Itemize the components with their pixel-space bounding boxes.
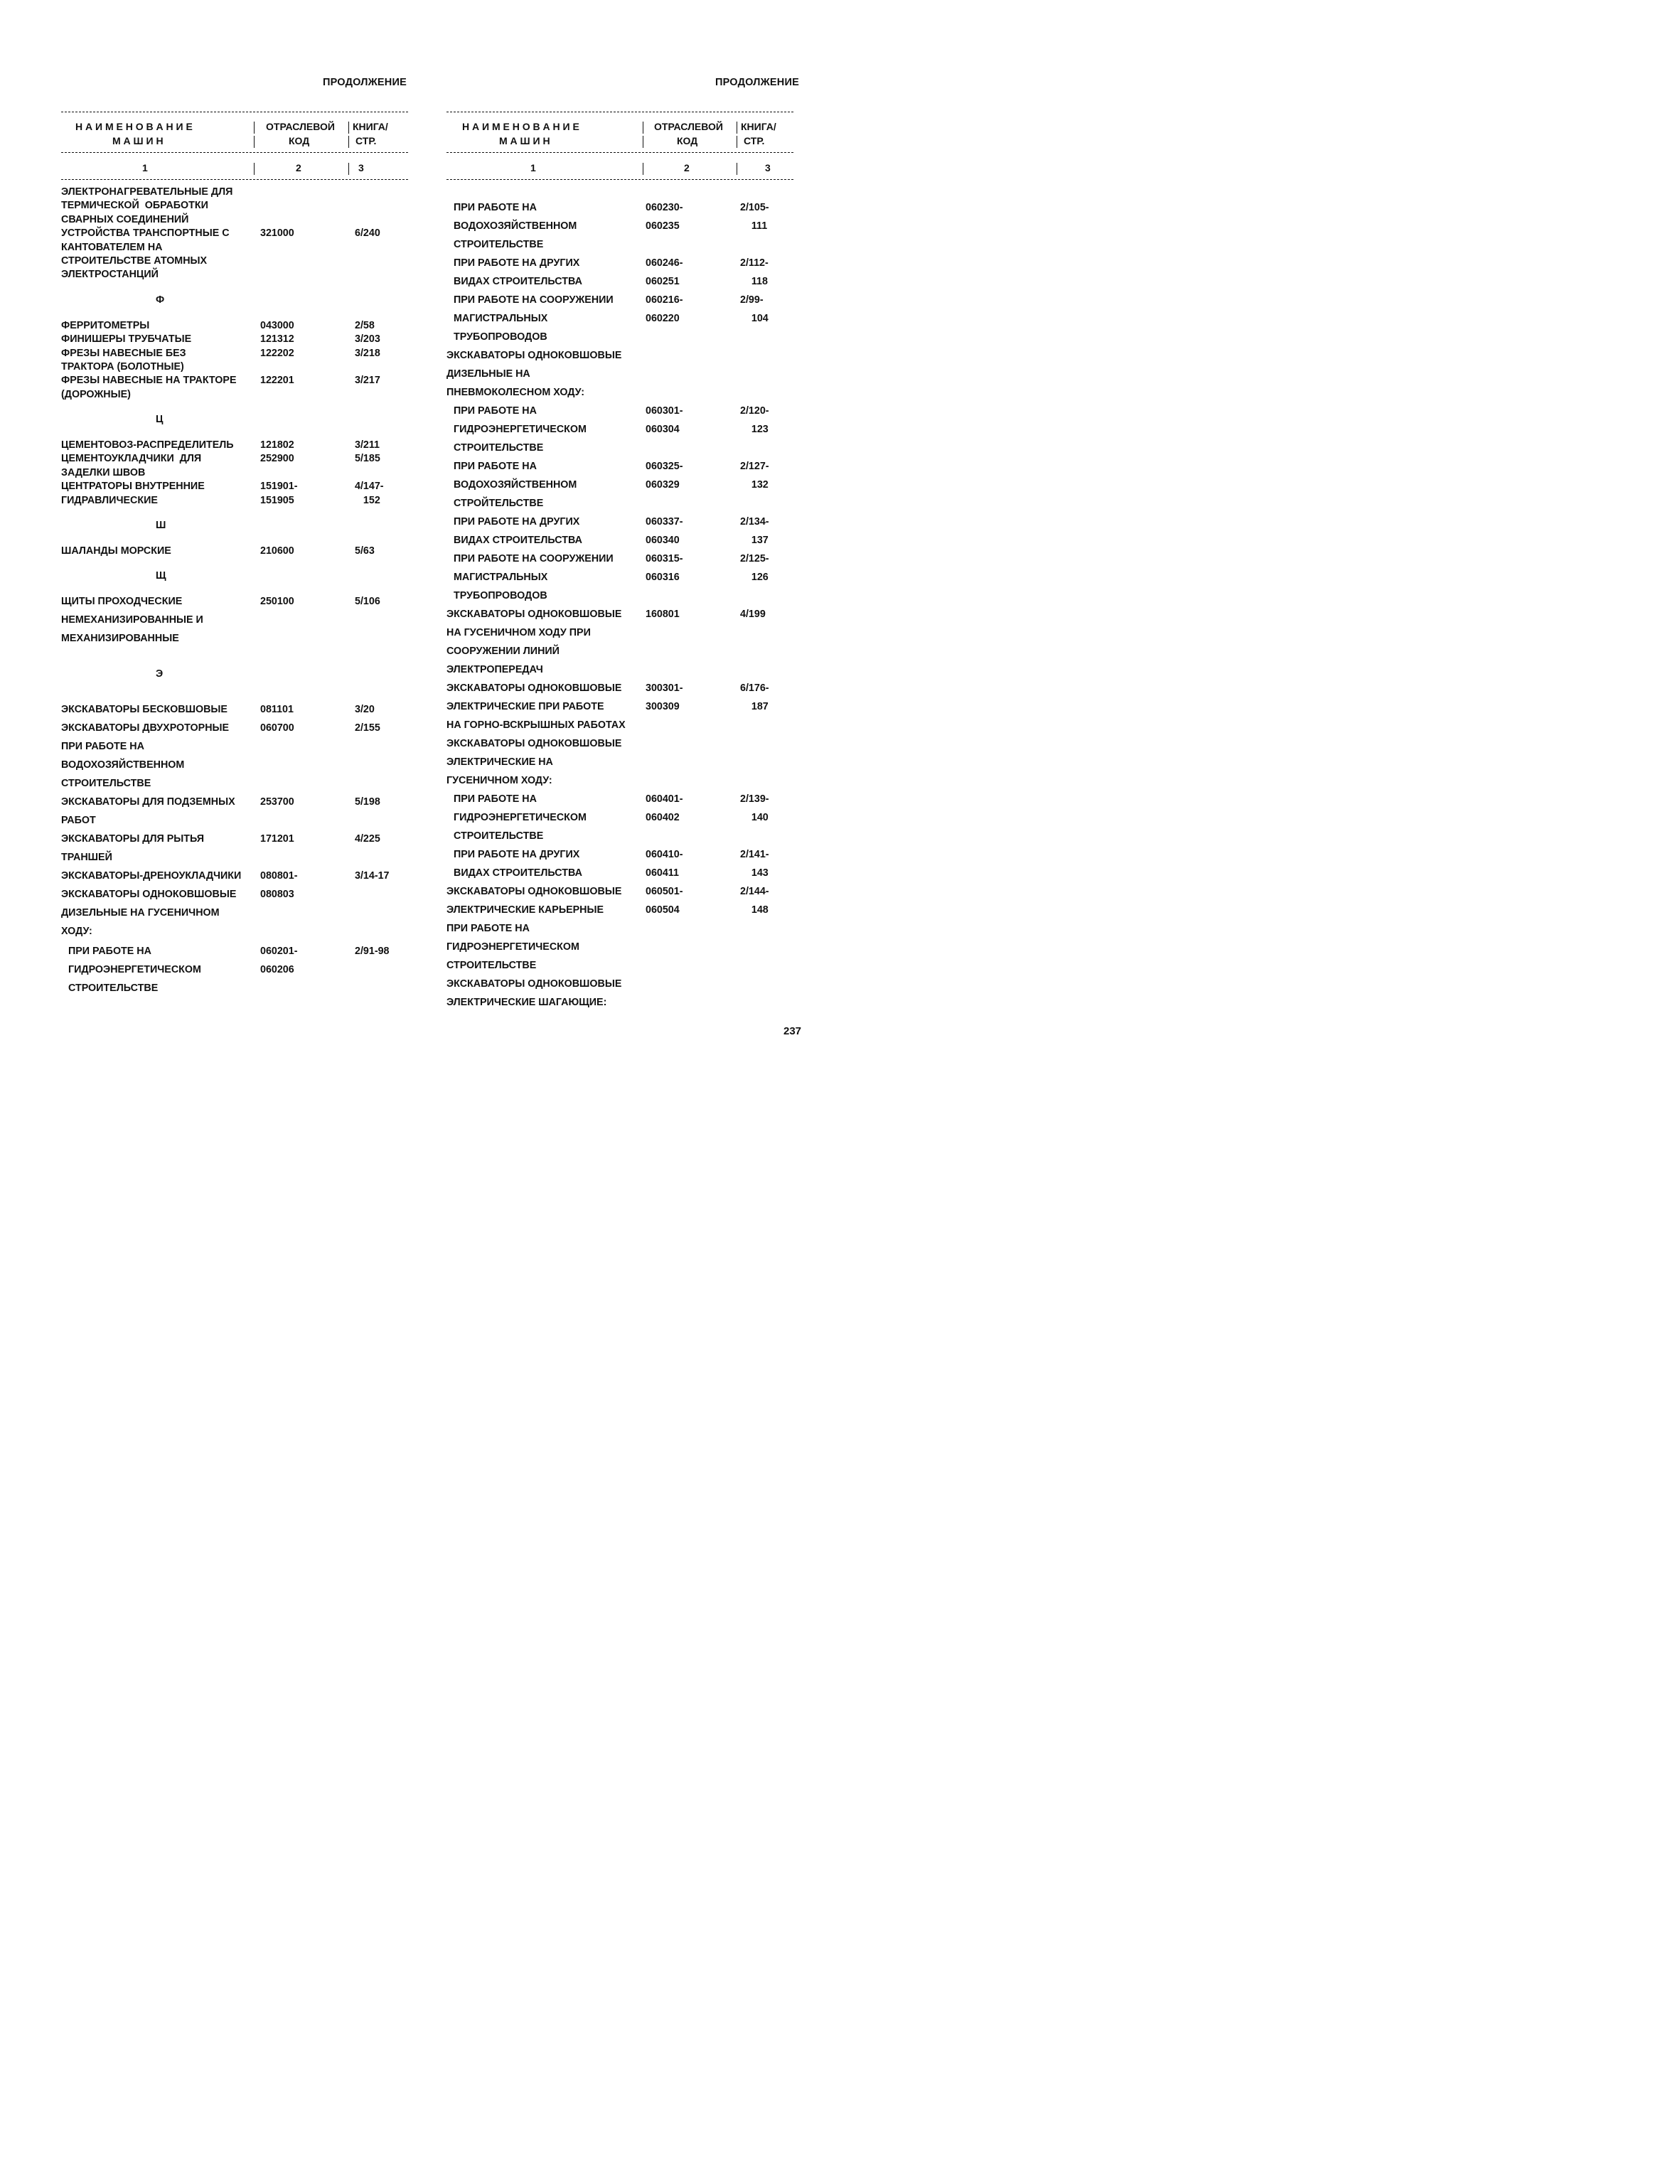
industry-code: 060340: [646, 535, 680, 546]
industry-code: 210600: [260, 545, 294, 557]
table-row: [446, 572, 802, 590]
table-row: [61, 633, 417, 651]
table-row: [446, 516, 802, 535]
machine-name: ШАЛАНДЫ МОРСКИЕ: [61, 545, 171, 557]
book-page: 4/199: [740, 609, 766, 620]
book-page: 3/14-17: [355, 870, 390, 882]
industry-code: 060410-: [646, 849, 683, 860]
header-code-line2: КОД: [289, 135, 310, 146]
table-row: [61, 453, 417, 466]
table-row: [446, 368, 802, 387]
table-row: [446, 609, 802, 627]
column-separator: [254, 163, 255, 175]
book-page: 3/20: [355, 704, 375, 716]
spacer: [446, 186, 802, 202]
machine-name: ТРУБОПРОВОДОВ: [454, 331, 547, 343]
column-number-1: 1: [142, 162, 148, 173]
machine-name: ЗАДЕЛКИ ШВОВ: [61, 466, 146, 478]
industry-code: 060201-: [260, 946, 298, 958]
column-number-2: 2: [296, 162, 301, 173]
machine-name: СТРОИТЕЛЬСТВЕ: [454, 239, 544, 250]
book-page: 2/144-: [740, 886, 769, 897]
machine-name: ВИДАХ СТРОИТЕЛЬСТВА: [454, 276, 582, 287]
table-rule: [61, 179, 408, 180]
machine-name: ФРЕЗЫ НАВЕСНЫЕ БЕЗ: [61, 347, 186, 359]
table-row: [61, 980, 417, 998]
table-row: [446, 867, 802, 886]
header-name-line2: М А Ш И Н: [499, 135, 550, 146]
book-page: 5/106: [355, 596, 380, 608]
header-name-line1: Н А И М Е Н О В А Н И Е: [462, 121, 579, 132]
header-code-line1: ОТРАСЛЕВОЙ: [654, 121, 723, 132]
machine-name: ТРАНШЕЙ: [61, 852, 112, 864]
right-table-body: [446, 186, 802, 1015]
book-page: 148: [740, 904, 769, 916]
machine-name: МАГИСТРАЛЬНЫХ: [454, 572, 548, 583]
table-row: [446, 535, 802, 553]
table-row: [61, 495, 417, 508]
left-column: [61, 0, 431, 1066]
machine-name: СТРОИТЕЛЬСТВЕ: [68, 983, 159, 995]
machine-name: (ДОРОЖНЫЕ): [61, 388, 131, 400]
column-separator: [254, 122, 255, 134]
book-page: 137: [740, 535, 769, 546]
machine-name: ФЕРРИТОМЕТРЫ: [61, 319, 150, 331]
industry-code: 060220: [646, 313, 680, 324]
table-row: [61, 467, 417, 481]
table-row: [446, 239, 802, 257]
machine-name: ТРУБОПРОВОДОВ: [454, 590, 547, 601]
industry-code: 160801: [646, 609, 680, 620]
table-row: [446, 960, 802, 978]
table-row: [61, 242, 417, 255]
table-row: [446, 276, 802, 294]
machine-name: ВИДАХ СТРОИТЕЛЬСТВА: [454, 535, 582, 546]
table-row: [61, 214, 417, 228]
machine-name: ГИДРОЭНЕРГЕТИЧЕСКОМ: [68, 964, 201, 976]
table-row: [446, 756, 802, 775]
section-letter: Ц: [156, 414, 164, 426]
book-page: 2/99-: [740, 294, 764, 306]
table-row: [446, 387, 802, 405]
section-letter: Э: [156, 668, 164, 680]
machine-name: ДИЗЕЛЬНЫЕ НА: [446, 368, 530, 380]
machine-name: ПРИ РАБОТЕ НА: [446, 923, 530, 934]
table-row: [61, 741, 417, 759]
table-row: [61, 870, 417, 889]
industry-code: 081101: [260, 704, 294, 716]
book-page: 5/63: [355, 545, 375, 557]
machine-name: МЕХАНИЗИРОВАННЫЕ: [61, 633, 179, 645]
column-separator: [348, 163, 349, 175]
machine-name: ЩИТЫ ПРОХОДЧЕСКИЕ: [61, 596, 183, 608]
machine-name: ЭКСКАВАТОРЫ ОДНОКОВШОВЫЕ: [61, 889, 237, 901]
machine-name: ЭКСКАВАТОРЫ ОДНОКОВШОВЫЕ: [446, 682, 622, 694]
machine-name: СТРОИТЕЛЬСТВЕ: [61, 778, 151, 790]
book-page: 3/218: [355, 347, 380, 359]
table-row: [61, 596, 417, 614]
book-page: 3/203: [355, 333, 380, 346]
book-page: 2/120-: [740, 405, 769, 417]
machine-name: ФИНИШЕРЫ ТРУБЧАТЫЕ: [61, 333, 192, 346]
industry-code: 043000: [260, 319, 294, 331]
machine-name: НА ГУСЕНИЧНОМ ХОДУ ПРИ: [446, 627, 591, 638]
industry-code: 122202: [260, 347, 294, 359]
machine-name: ЦЕМЕНТОВОЗ-РАСПРЕДЕЛИТЕЛЬ: [61, 439, 234, 451]
machine-name: ФРЕЗЫ НАВЕСНЫЕ НА ТРАКТОРЕ: [61, 375, 237, 387]
book-page: 187: [740, 701, 769, 712]
machine-name: СТРОИТЕЛЬСТВЕ: [446, 960, 537, 971]
industry-code: 060316: [646, 572, 680, 583]
machine-name: ВОДОХОЗЯЙСТВЕННОМ: [454, 220, 577, 232]
industry-code: 080801-: [260, 870, 298, 882]
header-book-line1: КНИГА/: [353, 121, 388, 132]
header-book-line2: СТР.: [355, 135, 377, 146]
book-page: 2/139-: [740, 793, 769, 805]
book-page: 152: [355, 494, 380, 506]
machine-name: ПРИ РАБОТЕ НА СООРУЖЕНИИ: [454, 553, 614, 564]
book-page: 4/147-: [355, 481, 384, 493]
table-row: [446, 664, 802, 682]
spacer: [61, 402, 417, 414]
machine-name: ПРИ РАБОТЕ НА: [454, 405, 537, 417]
book-page: 2/155: [355, 722, 380, 734]
machine-name: ЭКСКАВАТОРЫ ОДНОКОВШОВЫЕ: [446, 609, 622, 620]
industry-code: 151905: [260, 494, 294, 506]
machine-name: ПРИ РАБОТЕ НА: [454, 461, 537, 472]
table-row: [446, 442, 802, 461]
table-row: [446, 313, 802, 331]
table-row: [61, 704, 417, 722]
table-row: [446, 627, 802, 646]
header-name-line2: М А Ш И Н: [112, 135, 164, 146]
book-page: 2/58: [355, 319, 375, 331]
book-page: 2/134-: [740, 516, 769, 528]
book-page: 2/112-: [740, 257, 769, 269]
book-page: 6/240: [355, 228, 380, 240]
machine-name: ПРИ РАБОТЕ НА СООРУЖЕНИИ: [454, 294, 614, 306]
machine-name: ЭЛЕКТРИЧЕСКИЕ ШАГАЮЩИЕ:: [446, 997, 607, 1008]
industry-code: 060504: [646, 904, 680, 916]
table-row: [446, 424, 802, 442]
book-page: 6/176-: [740, 682, 769, 694]
table-rule: [61, 152, 408, 153]
book-page: 2/125-: [740, 553, 769, 564]
table-row: [446, 793, 802, 812]
table-row: [61, 943, 417, 961]
industry-code: 080803: [260, 889, 294, 901]
book-page: 132: [740, 479, 769, 491]
industry-code: 151901-: [260, 481, 298, 493]
column-number-3: 3: [358, 162, 364, 173]
industry-code: 060401-: [646, 793, 683, 805]
table-row: [61, 815, 417, 833]
machine-name: ЭЛЕКТРИЧЕСКИЕ ПРИ РАБОТЕ: [446, 701, 604, 712]
right-column: [446, 0, 816, 1066]
table-row: [446, 682, 802, 701]
machine-name: ЭКСКАВАТОРЫ ДЛЯ РЫТЬЯ: [61, 833, 205, 845]
machine-name: ПРИ РАБОТЕ НА ДРУГИХ: [454, 516, 580, 528]
industry-code: 252900: [260, 453, 294, 465]
table-row: [446, 719, 802, 738]
column-separator: [348, 136, 349, 148]
table-row: [446, 904, 802, 923]
table-row: [61, 907, 417, 926]
machine-name: ГУСЕНИЧНОМ ХОДУ:: [446, 775, 552, 786]
table-row: [446, 738, 802, 756]
industry-code: 060501-: [646, 886, 683, 897]
machine-name: ДИЗЕЛЬНЫЕ НА ГУСЕНИЧНОМ: [61, 907, 220, 919]
industry-code: 060206: [260, 964, 294, 976]
table-row: [446, 331, 802, 350]
table-row: [446, 479, 802, 498]
book-page: 2/105-: [740, 202, 769, 213]
column-number-2: 2: [684, 162, 690, 173]
section-letter: Ф: [156, 294, 165, 306]
machine-name: ПРИ РАБОТЕ НА ДРУГИХ: [454, 849, 580, 860]
book-page: 104: [740, 313, 769, 324]
machine-name: СООРУЖЕНИИ ЛИНИЙ: [446, 646, 560, 657]
book-page: 2/91-98: [355, 946, 390, 958]
table-row: [446, 294, 802, 313]
machine-name: НА ГОРНО-ВСКРЫШНЫХ РАБОТАХ: [446, 719, 626, 731]
table-row: [61, 796, 417, 815]
book-page: 143: [740, 867, 769, 879]
book-page: 118: [740, 276, 768, 287]
table-rule: [446, 179, 793, 180]
spacer: [61, 508, 417, 520]
table-row: [446, 923, 802, 941]
table-row: [61, 545, 417, 559]
section-letter: Ш: [156, 520, 166, 532]
industry-code: 060235: [646, 220, 680, 232]
table-row: [61, 833, 417, 852]
table-row: [446, 220, 802, 239]
table-row: [61, 481, 417, 494]
column-separator: [348, 122, 349, 134]
machine-name: ВОДОХОЗЯЙСТВЕННОМ: [454, 479, 577, 491]
machine-name: СВАРНЫХ СОЕДИНЕНИЙ: [61, 213, 189, 225]
industry-code: 250100: [260, 596, 294, 608]
machine-name: ПРИ РАБОТЕ НА: [61, 741, 144, 753]
table-row: [61, 333, 417, 347]
industry-code: 060325-: [646, 461, 683, 472]
left-table-body: [61, 186, 417, 998]
machine-name: ЭЛЕКТРОНАГРЕВАТЕЛЬНЫЕ ДЛЯ: [61, 186, 233, 198]
machine-name: ПНЕВМОКОЛЕСНОМ ХОДУ:: [446, 387, 584, 398]
machine-name: ЭКСКАВАТОРЫ БЕСКОВШОВЫЕ: [61, 704, 228, 716]
machine-name: ТРАКТОРА (БОЛОТНЫЕ): [61, 360, 184, 373]
book-page: 3/217: [355, 375, 380, 387]
industry-code: 060301-: [646, 405, 683, 417]
table-row: [61, 722, 417, 741]
industry-code: 060411: [646, 867, 679, 879]
industry-code: 060315-: [646, 553, 683, 564]
industry-code: 171201: [260, 833, 294, 845]
table-row: [446, 498, 802, 516]
machine-name: ЭЛЕКТРОПЕРЕДАЧ: [446, 664, 543, 675]
machine-name: ТЕРМИЧЕСКОЙ ОБРАБОТКИ: [61, 200, 208, 212]
book-page: 111: [740, 220, 768, 232]
spacer: [61, 651, 417, 668]
industry-code: 121312: [260, 333, 294, 346]
machine-name: ЭКСКАВАТОРЫ ОДНОКОВШОВЫЕ: [446, 978, 622, 990]
industry-code: 060230-: [646, 202, 683, 213]
industry-code: 253700: [260, 796, 294, 808]
table-row: [61, 361, 417, 375]
machine-name: КАНТОВАТЕЛЕМ НА: [61, 241, 163, 253]
machine-name: СТРОЙТЕЛЬСТВЕ: [454, 498, 544, 509]
header-code-line2: КОД: [677, 135, 698, 146]
table-row: [61, 228, 417, 241]
industry-code: 321000: [260, 228, 294, 240]
table-row: [446, 350, 802, 368]
spacer: [61, 534, 417, 545]
table-row: [446, 775, 802, 793]
industry-code: 300309: [646, 701, 680, 712]
spacer: [61, 283, 417, 294]
machine-name: ГИДРОЭНЕРГЕТИЧЕСКОМ: [454, 424, 587, 435]
industry-code: 060402: [646, 812, 680, 823]
book-page: 2/141-: [740, 849, 769, 860]
continuation-label: ПРОДОЛЖЕНИЕ: [715, 77, 799, 88]
table-row: [446, 590, 802, 609]
table-row: [61, 255, 417, 269]
table-row: [446, 978, 802, 997]
table-row: [446, 646, 802, 664]
machine-name: ЦЕНТРАТОРЫ ВНУТРЕННИЕ: [61, 481, 205, 493]
industry-code: 300301-: [646, 682, 683, 694]
spacer: [61, 584, 417, 596]
industry-code: 060251: [646, 276, 680, 287]
machine-name: РАБОТ: [61, 815, 96, 827]
book-page: 3/211: [355, 439, 380, 451]
spacer: [61, 428, 417, 439]
machine-name: НЕМЕХАНИЗИРОВАННЫЕ И: [61, 614, 203, 626]
table-row: [446, 202, 802, 220]
table-rule: [446, 152, 793, 153]
machine-name: СТРОИТЕЛЬСТВЕ АТОМНЫХ: [61, 255, 208, 267]
table-row: [61, 200, 417, 213]
header-name-line1: Н А И М Е Н О В А Н И Е: [75, 121, 193, 132]
table-row: [61, 778, 417, 796]
column-separator: [254, 136, 255, 148]
table-row: [446, 941, 802, 960]
machine-name: ЭЛЕКТРОСТАНЦИЙ: [61, 269, 159, 281]
book-page: 2/127-: [740, 461, 769, 472]
book-page: 123: [740, 424, 769, 435]
industry-code: 060216-: [646, 294, 683, 306]
machine-name: ПРИ РАБОТЕ НА: [454, 202, 537, 213]
machine-name: СТРОИТЕЛЬСТВЕ: [454, 442, 544, 454]
table-row: [446, 812, 802, 830]
table-row: [446, 830, 802, 849]
book-page: 126: [740, 572, 769, 583]
header-book-line2: СТР.: [744, 135, 765, 146]
machine-name: ЭКСКАВАТОРЫ ОДНОКОВШОВЫЕ: [446, 886, 622, 897]
table-row: [61, 375, 417, 388]
industry-code: 121802: [260, 439, 294, 451]
machine-name: ЭКСКАВАТОРЫ ДВУХРОТОРНЫЕ: [61, 722, 230, 734]
table-row: [61, 348, 417, 361]
machine-name: ЭКСКАВАТОРЫ ОДНОКОВШОВЫЕ: [446, 350, 622, 361]
table-row: [446, 886, 802, 904]
table-row: [61, 926, 417, 943]
table-row: [61, 320, 417, 333]
column-number-3: 3: [765, 162, 771, 173]
machine-name: ПРИ РАБОТЕ НА: [454, 793, 537, 805]
machine-name: ГИДРАВЛИЧЕСКИЕ: [61, 494, 158, 506]
machine-name: ЭКСКАВАТОРЫ ОДНОКОВШОВЫЕ: [446, 738, 622, 749]
machine-name: ЭКСКАВАТОРЫ ДЛЯ ПОДЗЕМНЫХ: [61, 796, 235, 808]
machine-name: ГИДРОЭНЕРГЕТИЧЕСКОМ: [446, 941, 579, 953]
table-row: [446, 701, 802, 719]
table-row: [61, 852, 417, 870]
table-row: [61, 389, 417, 402]
industry-code: 122201: [260, 375, 294, 387]
book-page: 4/225: [355, 833, 380, 845]
table-row: [446, 405, 802, 424]
spacer: [61, 309, 417, 320]
section-letter: Щ: [156, 570, 166, 582]
spacer: [61, 682, 417, 704]
table-row: [446, 997, 802, 1015]
table-row: [446, 849, 802, 867]
table-row: [446, 257, 802, 276]
industry-code: 060337-: [646, 516, 683, 528]
header-code-line1: ОТРАСЛЕВОЙ: [266, 121, 335, 132]
table-row: [61, 889, 417, 907]
machine-name: ПРИ РАБОТЕ НА: [68, 946, 151, 958]
machine-name: ВОДОХОЗЯЙСТВЕННОМ: [61, 759, 185, 771]
table-row: [61, 961, 417, 980]
spacer: [61, 559, 417, 570]
table-row: [446, 553, 802, 572]
table-row: [61, 269, 417, 282]
book-page: 5/198: [355, 796, 380, 808]
machine-name: ЭЛЕКТРИЧЕСКИЕ НА: [446, 756, 553, 768]
machine-name: СТРОИТЕЛЬСТВЕ: [454, 830, 544, 842]
industry-code: 060304: [646, 424, 680, 435]
table-row: [61, 759, 417, 778]
book-page: 140: [740, 812, 769, 823]
page-number: 237: [783, 1025, 802, 1037]
machine-name: ЭКСКАВАТОРЫ-ДРЕНОУКЛАДЧИКИ: [61, 870, 242, 882]
machine-name: ПРИ РАБОТЕ НА ДРУГИХ: [454, 257, 580, 269]
industry-code: 060700: [260, 722, 294, 734]
continuation-label: ПРОДОЛЖЕНИЕ: [323, 77, 407, 88]
column-number-1: 1: [530, 162, 536, 173]
machine-name: МАГИСТРАЛЬНЫХ: [454, 313, 548, 324]
industry-code: 060329: [646, 479, 680, 491]
machine-name: ЦЕМЕНТОУКЛАДЧИКИ ДЛЯ: [61, 453, 202, 465]
table-row: [446, 461, 802, 479]
table-row: [61, 614, 417, 633]
machine-name: УСТРОЙСТВА ТРАНСПОРТНЫЕ С: [61, 228, 230, 240]
machine-name: ЭЛЕКТРИЧЕСКИЕ КАРЬЕРНЫЕ: [446, 904, 604, 916]
header-book-line1: КНИГА/: [741, 121, 776, 132]
book-page: 5/185: [355, 453, 380, 465]
machine-name: ГИДРОЭНЕРГЕТИЧЕСКОМ: [454, 812, 587, 823]
machine-name: ВИДАХ СТРОИТЕЛЬСТВА: [454, 867, 582, 879]
industry-code: 060246-: [646, 257, 683, 269]
table-row: [61, 186, 417, 200]
table-row: [61, 439, 417, 453]
machine-name: ХОДУ:: [61, 926, 92, 938]
